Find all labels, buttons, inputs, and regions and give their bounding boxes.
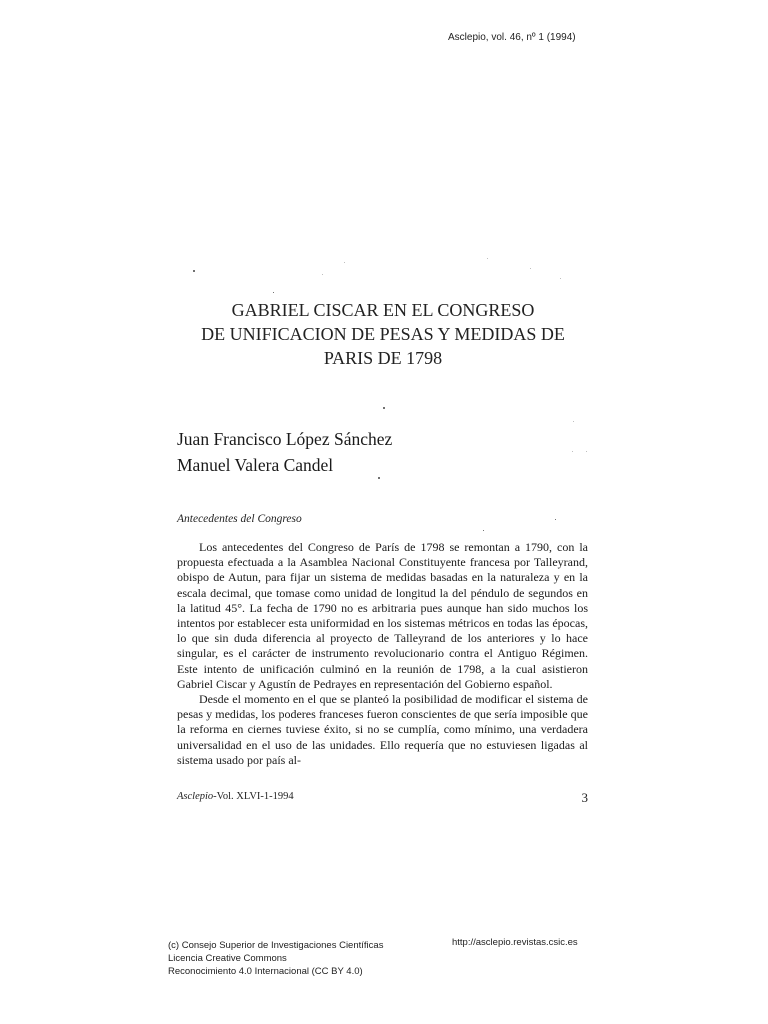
- license-line: Reconocimiento 4.0 Internacional (CC BY 4.0): [168, 966, 363, 977]
- body-paragraph: Los antecedentes del Congreso de París de 1798 se remontan a 1790, con la propuesta efectuada a la Asamblea Nacional Constituyente francesa por Talleyrand, obispo de Autun, para fijar un sistema de medidas basadas en la naturaleza y en la escala decimal, que tomase como unidad de longitud la del péndulo de segundos en la latitud 45°. La fecha de 1790 no es arbitraria pues aunque han sido muchos los intentos por establecer esta uniformidad en los sistemas métricos en todas las épocas, lo que sin duda diferencia al proyecto de Talleyrand de los anteriores y lo hace singular, es el carácter de instrumento revolucionario contra el Antiguo Régimen. Este intento de unificación culminó en la reunión de 1798, a la cual asistieron Gabriel Ciscar y Agustín de Pedrayes en representación del Gobierno español.: [177, 540, 588, 691]
- author-name: Juan Francisco López Sánchez: [177, 429, 393, 449]
- section-heading: Antecedentes del Congreso: [177, 513, 302, 525]
- title-line: PARIS DE 1798: [323, 348, 443, 368]
- article-body: [177, 540, 588, 768]
- license-line: Licencia Creative Commons: [168, 953, 287, 964]
- footer-journal-name: Asclepio: [177, 791, 214, 802]
- title-line: DE UNIFICACION DE PESAS Y MEDIDAS DE: [201, 324, 565, 344]
- footer-volume: -Vol. XLVI-1-1994: [213, 791, 294, 802]
- license-line: (c) Consejo Superior de Investigaciones Científicas: [168, 940, 384, 951]
- license-notice: [168, 939, 383, 978]
- journal-citation-header: Asclepio, vol. 46, nº 1 (1994): [448, 32, 576, 43]
- article-title: [160, 298, 606, 370]
- author-name: Manuel Valera Candel: [177, 455, 334, 475]
- journal-url-link[interactable]: http://asclepio.revistas.csic.es: [452, 937, 578, 948]
- page-number: 3: [581, 790, 588, 805]
- footer-journal-reference: [177, 791, 294, 802]
- author-list: [177, 426, 392, 478]
- body-paragraph: Desde el momento en el que se planteó la posibilidad de modificar el sistema de pesas y medidas, los poderes franceses fueron conscientes de que sería imposible que la reforma en ciernes tuviese éxito, si no se cumplía, como mínimo, una verdadera universalidad en el uso de las unidades. Ello requería que no estuviesen ligadas al sistema usado por país al-: [177, 692, 588, 767]
- title-line: GABRIEL CISCAR EN EL CONGRESO: [231, 300, 535, 320]
